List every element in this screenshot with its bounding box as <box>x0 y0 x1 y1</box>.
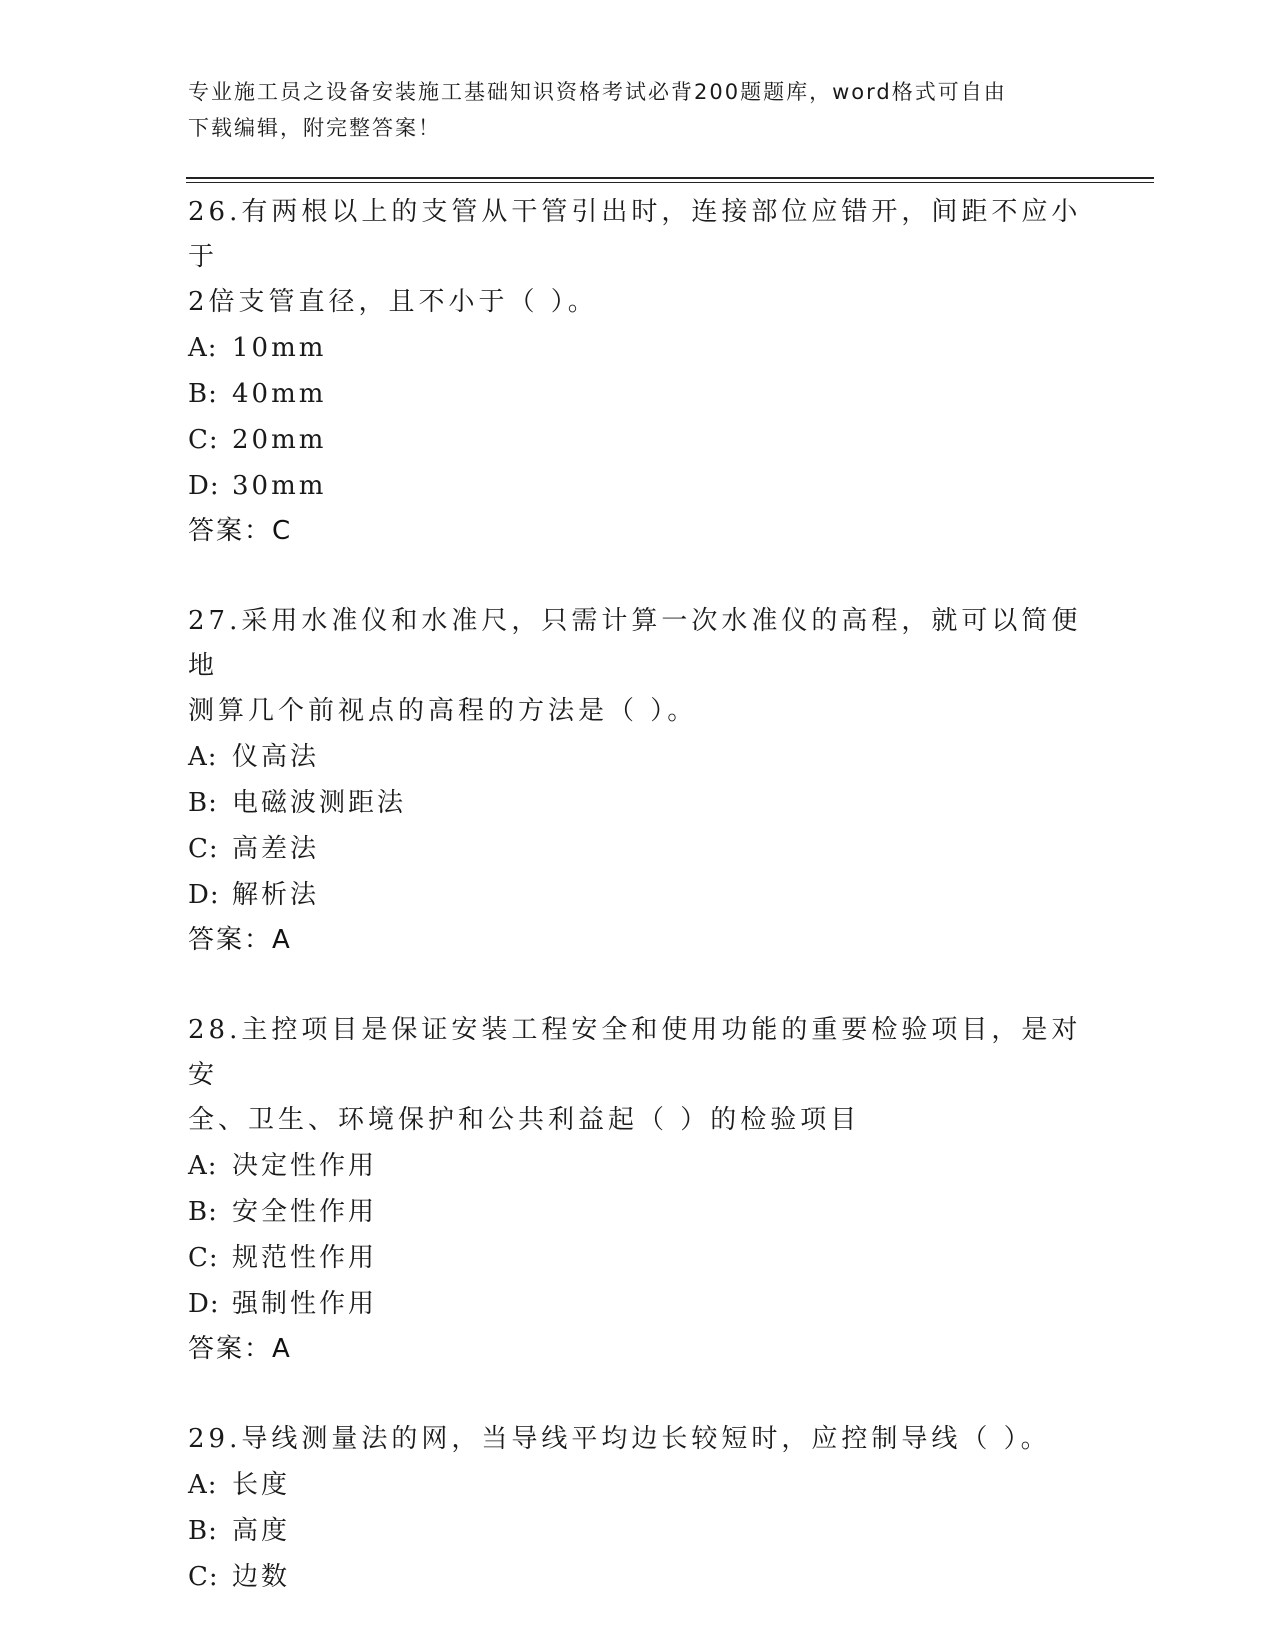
option-key: D: <box>188 880 220 910</box>
option-key: A: <box>188 1151 218 1181</box>
header-line-1: 专业施工员之设备安装施工基础知识资格考试必背200题题库，word格式可自由 <box>188 80 1007 104</box>
option-text: 强制性作用 <box>232 1289 378 1319</box>
question-stem-line-1: 29.导线测量法的网，当导线平均边长较短时，应控制导线（ ）。 <box>188 1424 1051 1454</box>
option-key: B: <box>188 379 218 409</box>
option-text: 高差法 <box>232 834 320 864</box>
option-key: A: <box>188 333 218 363</box>
question-list <box>188 190 1088 1646</box>
answer-line: 答案：C <box>188 516 293 546</box>
option-key: D: <box>188 471 220 501</box>
option-text: 安全性作用 <box>232 1197 378 1227</box>
question-stem <box>188 1008 1088 1143</box>
option-b <box>188 1189 1088 1235</box>
option-key: A: <box>188 1470 218 1500</box>
option-key: B: <box>188 788 218 818</box>
option-d <box>188 463 1088 509</box>
question-28 <box>188 1008 1088 1371</box>
option-key: C: <box>188 834 219 864</box>
option-key: D: <box>188 1289 220 1319</box>
option-text: 边数 <box>232 1562 291 1592</box>
option-a <box>188 1143 1088 1189</box>
question-stem <box>188 1417 1088 1462</box>
option-a <box>188 325 1088 371</box>
option-text: 解析法 <box>232 880 320 910</box>
option-text: 40mm <box>232 379 327 409</box>
option-b <box>188 1508 1088 1554</box>
option-c <box>188 1554 1088 1600</box>
option-c <box>188 826 1088 872</box>
question-stem <box>188 190 1088 325</box>
question-stem-line-2: 测算几个前视点的高程的方法是（ ）。 <box>188 696 698 726</box>
option-a <box>188 734 1088 780</box>
option-text: 30mm <box>232 471 327 501</box>
option-key: B: <box>188 1516 218 1546</box>
option-text: 长度 <box>232 1470 291 1500</box>
option-text: 电磁波测距法 <box>232 788 407 818</box>
question-stem <box>188 599 1088 734</box>
question-stem-line-1: 27.采用水准仪和水准尺，只需计算一次水准仪的高程，就可以简便地 <box>188 606 1082 681</box>
option-b <box>188 371 1088 417</box>
question-stem-line-2: 2倍支管直径，且不小于（ ）。 <box>188 287 598 317</box>
header-line-2: 下载编辑，附完整答案！ <box>188 116 441 140</box>
question-stem-line-1: 26.有两根以上的支管从干管引出时，连接部位应错开，间距不应小于 <box>188 197 1082 272</box>
option-b <box>188 780 1088 826</box>
question-27 <box>188 599 1088 962</box>
option-text: 规范性作用 <box>232 1243 378 1273</box>
answer-line: 答案：A <box>188 925 292 955</box>
option-text: 10mm <box>232 333 327 363</box>
option-text: 20mm <box>232 425 327 455</box>
option-key: C: <box>188 1243 219 1273</box>
option-key: B: <box>188 1197 218 1227</box>
question-26 <box>188 190 1088 553</box>
document-header <box>188 74 1068 146</box>
header-divider-thick <box>186 177 1154 179</box>
answer-line: 答案：A <box>188 1334 292 1364</box>
header-divider-thin <box>186 182 1154 183</box>
option-c <box>188 417 1088 463</box>
option-key: A: <box>188 742 218 772</box>
option-a <box>188 1462 1088 1508</box>
option-text: 仪高法 <box>232 742 320 772</box>
option-text: 决定性作用 <box>232 1151 378 1181</box>
option-d <box>188 1281 1088 1327</box>
option-d <box>188 872 1088 918</box>
question-stem-line-2: 全、卫生、环境保护和公共利益起（ ）的检验项目 <box>188 1105 861 1135</box>
question-stem-line-1: 28.主控项目是保证安装工程安全和使用功能的重要检验项目，是对安 <box>188 1015 1082 1090</box>
question-29 <box>188 1417 1088 1600</box>
option-key: C: <box>188 1562 219 1592</box>
option-key: C: <box>188 425 219 455</box>
option-text: 高度 <box>232 1516 291 1546</box>
option-c <box>188 1235 1088 1281</box>
